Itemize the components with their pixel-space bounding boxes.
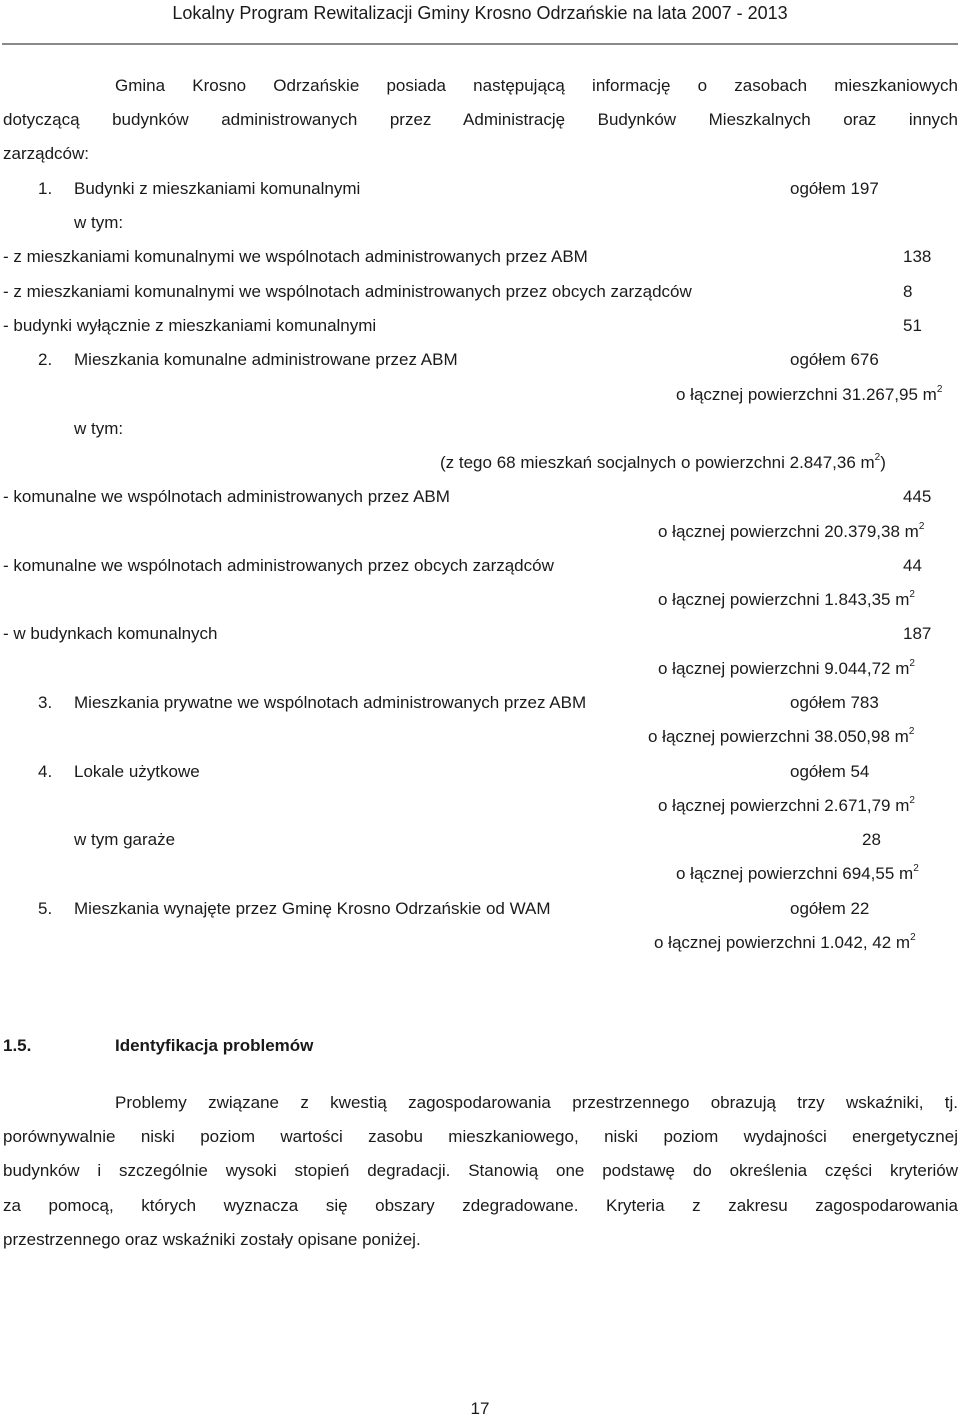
item-1-sub-1-value: 138 — [903, 247, 932, 266]
item-1-number: 1. — [38, 179, 53, 198]
item-2-sub-1-value: 445 — [903, 487, 932, 506]
item-2-number: 2. — [38, 350, 53, 369]
item-5-label: Mieszkania wynajęte przez Gminę Krosno Odrzańskie od WAM — [74, 899, 551, 918]
item-4-area: o łącznej powierzchni 2.671,79 $m^2$ — [658, 795, 915, 815]
item-2-wtym: w tym: — [74, 419, 124, 438]
item-1-total: ogółem 197 — [790, 179, 879, 198]
section-paragraph-line-3: budynków i szczególnie wysoki stopień degradacji. Stanowią one podstawę do określenia części kryteriów — [3, 1161, 958, 1180]
item-1-sub-1-label: - z mieszkaniami komunalnymi we wspólnotach administrowanych przez ABM — [3, 247, 588, 266]
item-2-sub-3-label: - w budynkach komunalnych — [3, 624, 218, 643]
item-4-garage-area: o łącznej powierzchni 694,55 $m^2$ — [676, 863, 919, 883]
item-3-label: Mieszkania prywatne we wspólnotach administrowanych przez ABM — [74, 693, 587, 712]
item-5-total: ogółem 22 — [790, 899, 870, 918]
section-paragraph-line-2: porównywalnie niski poziom wartości zasobu mieszkaniowego, niski poziom wydajności energetycznej — [3, 1127, 958, 1146]
item-2-sub-3-value: 187 — [903, 624, 932, 643]
section-paragraph-line-5: przestrzennego oraz wskaźniki zostały opisane poniżej. — [3, 1230, 421, 1249]
page-number: 17 — [470, 1399, 490, 1418]
item-1-label: Budynki z mieszkaniami komunalnymi — [74, 179, 361, 198]
intro-line-1: Gmina Krosno Odrzańskie posiada następującą informację o zasobach mieszkaniowych — [115, 76, 958, 95]
item-2-area: o łącznej powierzchni 31.267,95 $m^2$ — [676, 384, 943, 404]
item-4-garage-label: w tym garaże — [74, 830, 176, 849]
item-3-total: ogółem 783 — [790, 693, 879, 712]
item-2-sub-2-area: o łącznej powierzchni 1.843,35 $m^2$ — [658, 589, 915, 609]
item-2-sub-3-area: o łącznej powierzchni 9.044,72 $m^2$ — [658, 658, 915, 678]
intro-line-2: dotyczącą budynków administrowanych przez Administrację Budynków Mieszkalnych oraz innych — [3, 110, 958, 129]
item-2-label: Mieszkania komunalne administrowane przez ABM — [74, 350, 458, 369]
item-3-area: o łącznej powierzchni 38.050,98 $m^2$ — [648, 726, 915, 746]
item-4-garage-value: 28 — [862, 830, 881, 849]
item-1-sub-2-label: - z mieszkaniami komunalnymi we wspólnotach administrowanych przez obcych zarządców — [3, 282, 692, 301]
item-2-total: ogółem 676 — [790, 350, 879, 369]
item-1-sub-2-value: 8 — [903, 282, 913, 301]
item-1-wtym: w tym: — [74, 213, 124, 232]
section-paragraph-line-1: Problemy związane z kwestią zagospodarowania przestrzennego obrazują trzy wskaźniki, tj. — [115, 1093, 958, 1112]
item-1-sub-3-value: 51 — [903, 316, 922, 335]
section-title: Identyfikacja problemów — [115, 1036, 314, 1055]
item-2-social-housing: (z tego 68 mieszkań socjalnych o powierzchni 2.847,36 $m^2$) — [440, 452, 886, 472]
item-1-sub-3-label: - budynki wyłącznie z mieszkaniami komunalnymi — [3, 316, 377, 335]
item-5-number: 5. — [38, 899, 53, 918]
item-2-sub-2-value: 44 — [903, 556, 922, 575]
section-number: 1.5. — [3, 1036, 32, 1055]
item-4-number: 4. — [38, 762, 53, 781]
section-paragraph-line-4: za pomocą, których wyznacza się obszary zdegradowane. Kryteria z zakresu zagospodarowania — [3, 1196, 958, 1215]
item-2-sub-1-area: o łącznej powierzchni 20.379,38 $m^2$ — [658, 521, 925, 541]
item-4-total: ogółem 54 — [790, 762, 870, 781]
item-4-label: Lokale użytkowe — [74, 762, 200, 781]
item-5-area: o łącznej powierzchni 1.042, 42 $m^2$ — [654, 932, 916, 952]
header-title: Lokalny Program Rewitalizacji Gminy Krosno Odrzańskie na lata 2007 - 2013 — [172, 3, 788, 23]
item-2-sub-2-label: - komunalne we wspólnotach administrowanych przez obcych zarządców — [3, 556, 554, 575]
header-divider — [2, 43, 958, 45]
item-2-sub-1-label: - komunalne we wspólnotach administrowanych przez ABM — [3, 487, 450, 506]
item-3-number: 3. — [38, 693, 53, 712]
intro-line-3: zarządców: — [3, 144, 89, 163]
